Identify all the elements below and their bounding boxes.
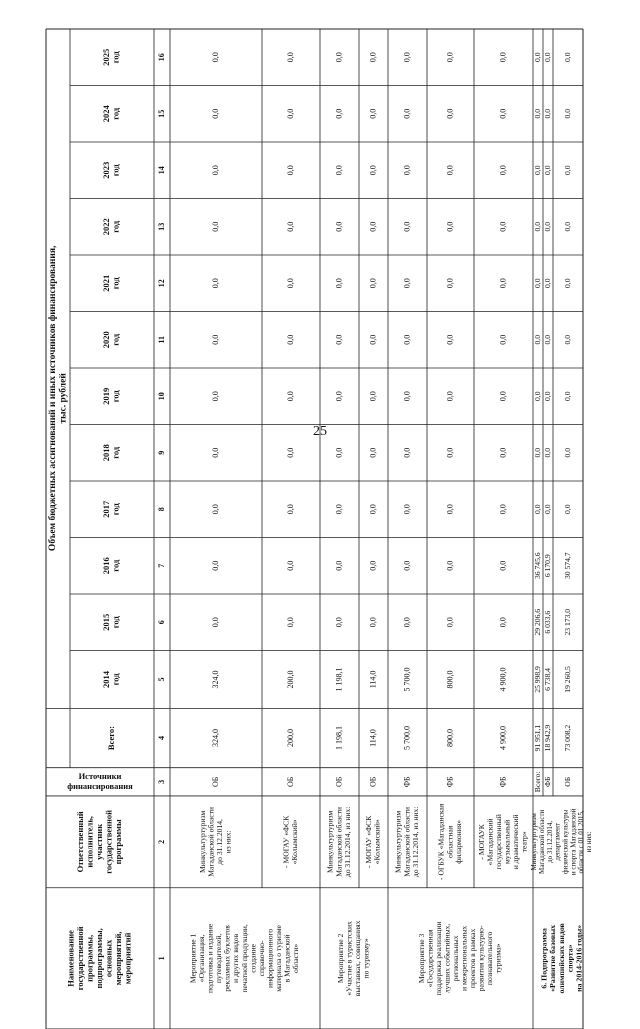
- row-executor: до 31.12.2014, из них:: [342, 806, 352, 878]
- subprogram-value: 0,0: [532, 108, 542, 119]
- row-value: 0,0: [445, 221, 455, 232]
- subprogram-name: «Развитие базовых: [548, 924, 558, 992]
- row-name: познавательного: [485, 931, 495, 986]
- column-number: 9: [156, 450, 166, 455]
- row-value: 0,0: [285, 617, 295, 628]
- subprogram-value: 0,0: [532, 165, 542, 175]
- subprogram-value: 6 033,6: [542, 610, 552, 634]
- row-executor: - МОГАУ «ФСК: [363, 815, 373, 868]
- row-source: ОБ: [334, 776, 344, 788]
- row-name: по туризму»: [361, 938, 371, 979]
- column-number: 14: [156, 166, 166, 175]
- column-number: 7: [156, 563, 166, 568]
- header-program-name: государственной: [74, 926, 85, 991]
- row-value: 4 900,0: [498, 667, 508, 692]
- row-value: 0,0: [368, 617, 378, 628]
- header-year-2016: год: [110, 559, 121, 572]
- header-year-2024: 2024: [101, 105, 112, 123]
- subprogram-value: 25 998,9: [532, 666, 542, 693]
- row-value: 0,0: [498, 617, 508, 628]
- header-year-2017: год: [110, 503, 121, 516]
- row-value: 114,0: [368, 670, 378, 689]
- row-value: 0,0: [285, 391, 295, 402]
- row-value: 0,0: [210, 447, 220, 458]
- row-value: 0,0: [402, 52, 412, 63]
- subprogram-executor: из них:: [585, 831, 594, 853]
- row-executor: - ОГБУК «Магаданская: [436, 803, 446, 880]
- row-value: 4 900,0: [498, 726, 508, 751]
- row-value: 0,0: [210, 617, 220, 628]
- row-value: 0,0: [445, 108, 455, 119]
- row-value: 0,0: [210, 108, 220, 119]
- row-name: Мероприятие 1: [188, 933, 198, 984]
- subprogram-executor: области с 01.01.2015,: [577, 810, 586, 874]
- subprogram-value: 0,0: [562, 278, 572, 288]
- row-value: 0,0: [285, 504, 295, 515]
- row-value: 0,0: [445, 165, 455, 176]
- row-executor: Магаданской области: [334, 806, 344, 877]
- row-source: ОБ: [368, 776, 378, 788]
- row-value: 5 700,0: [402, 667, 412, 692]
- row-executor: из них:: [223, 830, 233, 854]
- subprogram-executor: Магаданской области: [538, 809, 547, 874]
- subprogram-executor: до 31.12.2014,: [545, 820, 554, 863]
- header-year-2018: 2018: [101, 444, 112, 462]
- row-executor: филармония»: [453, 819, 463, 864]
- row-value: 0,0: [210, 560, 220, 571]
- header-source: [67, 771, 133, 791]
- header-program-name: Наименование: [65, 930, 76, 987]
- row-value: 0,0: [368, 391, 378, 402]
- header-source-text: Источники: [78, 770, 122, 781]
- header-year-2023: 2023: [101, 161, 112, 179]
- row-value: 0,0: [402, 108, 412, 119]
- row-value: 0,0: [498, 560, 508, 571]
- subprogram-value: 0,0: [532, 504, 542, 514]
- subprogram-value: 0,0: [542, 447, 552, 458]
- row-source: ФБ: [445, 776, 455, 788]
- row-value: 0,0: [498, 165, 508, 176]
- subprogram-value: 0,0: [542, 108, 552, 119]
- row-value: 800,0: [445, 729, 455, 748]
- subprogram-value: 0,0: [562, 52, 572, 62]
- row-executor: Минкультуртуризм: [393, 810, 403, 873]
- header-year-2016: 2016: [101, 557, 112, 575]
- header-source-text: финансирования: [67, 780, 133, 791]
- row-value: 0,0: [334, 108, 344, 119]
- row-value: 0,0: [402, 617, 412, 628]
- row-value: 0,0: [285, 278, 295, 289]
- subprogram-value: 0,0: [562, 108, 572, 119]
- row-value: 0,0: [445, 504, 455, 515]
- row-source: ОБ: [285, 776, 295, 788]
- row-source: ФБ: [402, 776, 412, 788]
- row-name: материала о туризме: [273, 925, 283, 992]
- row-name: развития культурно-: [476, 925, 486, 992]
- header-year-2017: 2017: [101, 500, 112, 518]
- header-year-2022: 2022: [101, 218, 112, 236]
- subprogram-value: 0,0: [562, 504, 572, 514]
- row-name: в Магаданской: [282, 934, 292, 983]
- row-name: Мероприятие 3: [416, 933, 426, 984]
- subprogram-value: 6 170,9: [542, 554, 552, 578]
- row-executor: Магаданской области: [206, 806, 216, 877]
- row-value: 0,0: [285, 560, 295, 571]
- row-value: 0,0: [498, 391, 508, 402]
- row-name: туризма»: [493, 943, 503, 974]
- row-executor: - МОГАУК: [476, 824, 486, 860]
- row-value: 0,0: [445, 278, 455, 289]
- row-value: 0,0: [445, 560, 455, 571]
- subprogram-executor: физической культуры: [561, 809, 570, 875]
- column-number: 8: [156, 507, 166, 512]
- row-value: 800,0: [445, 670, 455, 689]
- row-value: 0,0: [285, 334, 295, 345]
- row-name: проектов в рамках: [468, 928, 478, 989]
- row-value: 0,0: [368, 52, 378, 63]
- row-value: 0,0: [334, 447, 344, 458]
- subprogram-value: 91 951,1: [532, 724, 542, 752]
- row-name: и других видов: [231, 933, 241, 983]
- row-value: 0,0: [498, 334, 508, 345]
- financing-table: [46, 29, 594, 1029]
- row-value: 0,0: [334, 504, 344, 515]
- row-value: 0,0: [285, 108, 295, 119]
- row-name: региональных: [450, 935, 460, 982]
- header-year-2015: 2015: [101, 613, 112, 631]
- header-program-name: мероприятий: [122, 932, 133, 985]
- row-value: 200,0: [285, 670, 295, 689]
- row-executor: - МОГАУ «ФСК: [281, 815, 291, 868]
- row-source: ФБ: [498, 776, 508, 788]
- subprogram-executor: департамент: [553, 823, 562, 861]
- row-name: лучших событийных,: [442, 923, 452, 994]
- row-executor: музыкальный: [502, 819, 512, 864]
- row-name: «Организация,: [197, 934, 207, 983]
- row-value: 0,0: [210, 334, 220, 345]
- row-source: ОБ: [210, 776, 220, 788]
- subprogram-value: 0,0: [562, 165, 572, 175]
- subprogram-value: 0,0: [532, 447, 542, 458]
- row-executor: «Колымский»: [372, 819, 382, 865]
- page-number: 25: [313, 424, 327, 439]
- row-value: 200,0: [285, 729, 295, 748]
- row-name: печатной продукции,: [239, 924, 249, 993]
- subprogram-value: 0,0: [542, 391, 552, 401]
- row-value: 0,0: [498, 504, 508, 515]
- row-value: 0,0: [368, 447, 378, 458]
- row-value: 0,0: [402, 504, 412, 515]
- column-number: 4: [156, 736, 166, 741]
- subprogram-value: 0,0: [562, 334, 572, 345]
- row-name: создание: [248, 943, 258, 973]
- header-year-2019: 2019: [101, 387, 112, 405]
- row-value: 324,0: [210, 670, 220, 689]
- row-value: 0,0: [210, 278, 220, 289]
- header-program-name: подпрограммы,: [93, 928, 104, 989]
- row-value: 0,0: [445, 334, 455, 345]
- row-value: 0,0: [334, 560, 344, 571]
- column-number: 11: [156, 335, 166, 344]
- row-name: Мероприятие 2: [335, 933, 345, 984]
- row-name: рекламных буклетов: [222, 925, 232, 992]
- row-value: 0,0: [334, 221, 344, 232]
- header-executor: исполнитель,: [84, 816, 95, 868]
- row-value: 0,0: [210, 391, 220, 402]
- row-value: 0,0: [285, 52, 295, 63]
- column-number: 6: [156, 620, 166, 625]
- row-value: 0,0: [402, 221, 412, 232]
- subprogram-name: на 2014-2016 годы»: [574, 924, 584, 992]
- header-program-name: основных: [103, 939, 114, 978]
- row-value: 0,0: [402, 165, 412, 176]
- row-value: 0,0: [368, 560, 378, 571]
- row-value: 0,0: [445, 391, 455, 402]
- subprogram-value: 0,0: [562, 221, 572, 232]
- row-value: 0,0: [210, 52, 220, 63]
- header-year-2025: год: [110, 51, 121, 64]
- subprogram-value: 30 574,7: [562, 552, 572, 580]
- subprogram-value: 0,0: [532, 334, 542, 345]
- subprogram-value: 36 745,6: [532, 552, 542, 580]
- subprogram-value: 0,0: [542, 221, 552, 232]
- subprogram-value: 6 738,4: [542, 668, 552, 691]
- column-number: 3: [156, 779, 166, 784]
- row-value: 0,0: [368, 334, 378, 345]
- row-value: 0,0: [498, 52, 508, 63]
- row-value: 0,0: [368, 278, 378, 289]
- row-value: 114,0: [368, 729, 378, 747]
- row-value: 0,0: [402, 278, 412, 289]
- header-year-2023: год: [110, 164, 121, 177]
- subprogram-name: 6. Подпрограмма: [539, 928, 549, 989]
- row-name: «Государственная: [425, 929, 435, 988]
- row-value: 5 700,0: [402, 726, 412, 751]
- subprogram-executor: и спорта Магаданской: [569, 808, 578, 876]
- row-value: 0,0: [402, 560, 412, 571]
- row-value: 0,0: [334, 52, 344, 63]
- row-name: информационного: [265, 928, 275, 988]
- row-value: 0,0: [334, 165, 344, 176]
- subprogram-value: 0,0: [542, 504, 552, 514]
- subprogram-value: 0,0: [532, 391, 542, 401]
- header-year-2022: год: [110, 220, 121, 233]
- header-year-2024: год: [110, 107, 121, 120]
- row-value: 0,0: [445, 447, 455, 458]
- row-value: 0,0: [445, 52, 455, 63]
- header-year-2020: год: [110, 333, 121, 346]
- subprogram-source: ФБ: [542, 776, 552, 788]
- row-value: 0,0: [498, 447, 508, 458]
- subprogram-value: 0,0: [542, 334, 552, 345]
- subprogram-executor: Минкультуртуризм: [530, 813, 539, 871]
- header-year-2020: 2020: [101, 331, 112, 349]
- row-value: 0,0: [368, 108, 378, 119]
- row-executor: «Магаданский: [485, 818, 495, 866]
- header-year-2014: год: [110, 673, 121, 686]
- row-executor: Минкультуртуризм: [325, 810, 335, 873]
- subprogram-value: 0,0: [542, 52, 552, 62]
- row-value: 1 198,1: [334, 726, 344, 751]
- row-name: справочно-: [256, 940, 266, 977]
- header-year-2018: год: [110, 446, 121, 459]
- subprogram-value: 0,0: [542, 278, 552, 288]
- column-number: 5: [156, 677, 166, 682]
- row-value: 0,0: [285, 165, 295, 176]
- row-executor: «Колымский»: [290, 819, 300, 865]
- header-total: Всего:: [105, 726, 116, 751]
- header-year-2019: год: [110, 390, 121, 403]
- column-number: 10: [156, 392, 166, 401]
- row-value: 0,0: [368, 221, 378, 232]
- subprogram-source: Всего:: [532, 771, 542, 793]
- subprogram-value: 73 008,2: [562, 724, 572, 752]
- row-executor: Магаданской области: [402, 806, 412, 877]
- row-name: «Участие в туристских: [344, 921, 354, 996]
- subprogram-value: 29 206,6: [532, 608, 542, 636]
- header-year-2014: 2014: [101, 670, 112, 688]
- row-value: 0,0: [368, 504, 378, 515]
- row-executor: государственный: [493, 814, 503, 870]
- subprogram-source: ОБ: [562, 776, 572, 787]
- subprogram-name: спорта»: [565, 944, 575, 973]
- header-executor: государственной: [103, 809, 114, 874]
- header-year-2025: 2025: [101, 48, 112, 66]
- row-value: 1 198,1: [334, 667, 344, 692]
- row-value: 0,0: [402, 334, 412, 345]
- column-number: 13: [156, 222, 166, 231]
- row-value: 0,0: [210, 504, 220, 515]
- row-name: поддержка реализации: [433, 921, 443, 996]
- header-year-2021: 2021: [101, 274, 112, 292]
- column-number: 1: [156, 956, 166, 961]
- column-number: 2: [156, 839, 166, 844]
- subprogram-value: 0,0: [562, 447, 572, 458]
- row-name: и межрегиональных: [459, 925, 469, 992]
- row-value: 0,0: [210, 165, 220, 176]
- subprogram-value: 0,0: [542, 165, 552, 175]
- subprogram-value: 0,0: [532, 278, 542, 288]
- row-executor: Минкультуртуризм: [197, 810, 207, 873]
- row-name: выставках, совещаниях: [353, 920, 363, 997]
- header-funding-title: тыс. рублей: [58, 373, 69, 424]
- column-number: 15: [156, 109, 166, 118]
- row-name: путеводителей,: [214, 933, 224, 984]
- column-number: 12: [156, 279, 166, 288]
- subprogram-value: 18 942,9: [542, 724, 552, 752]
- row-value: 0,0: [402, 391, 412, 402]
- subprogram-name: олимпийских видов: [556, 923, 566, 994]
- header-executor: Ответственный: [74, 811, 85, 873]
- header-funding-title: Объем бюджетных ассигнований и иных источников финансирования,: [47, 245, 58, 552]
- header-program-name: программы,: [84, 934, 95, 982]
- row-executor: до 31.12.2014, из них:: [410, 806, 420, 878]
- row-value: 0,0: [334, 278, 344, 289]
- subprogram-value: 0,0: [562, 391, 572, 401]
- row-value: 0,0: [498, 108, 508, 119]
- header-year-2015: год: [110, 616, 121, 629]
- row-value: 0,0: [402, 447, 412, 458]
- row-value: 0,0: [334, 617, 344, 628]
- subprogram-value: 0,0: [532, 221, 542, 232]
- row-executor: театр»: [519, 831, 529, 853]
- header-program-name: мероприятий,: [112, 931, 123, 986]
- subprogram-value: 23 173,0: [562, 608, 572, 636]
- row-value: 0,0: [368, 165, 378, 176]
- row-name: области»: [290, 943, 300, 973]
- row-executor: областная: [445, 825, 455, 858]
- row-value: 0,0: [445, 617, 455, 628]
- row-value: 0,0: [210, 221, 220, 232]
- row-value: 0,0: [498, 278, 508, 289]
- subprogram-value: 19 260,5: [562, 666, 572, 693]
- row-executor: до 31.12.2014,: [215, 819, 225, 865]
- row-value: 0,0: [285, 221, 295, 232]
- header-executor: программы: [112, 819, 123, 865]
- row-value: 0,0: [285, 447, 295, 458]
- row-executor: и драматический: [511, 814, 521, 870]
- row-value: 0,0: [498, 221, 508, 232]
- header-executor: участник: [93, 823, 104, 860]
- header-year-2021: год: [110, 277, 121, 290]
- subprogram-value: 0,0: [532, 52, 542, 62]
- row-name: подготовка и издание: [205, 923, 215, 993]
- column-number: 16: [156, 53, 166, 62]
- financing-table-grid: [46, 29, 594, 1029]
- row-value: 324,0: [210, 729, 220, 748]
- row-value: 0,0: [334, 391, 344, 402]
- row-value: 0,0: [334, 334, 344, 345]
